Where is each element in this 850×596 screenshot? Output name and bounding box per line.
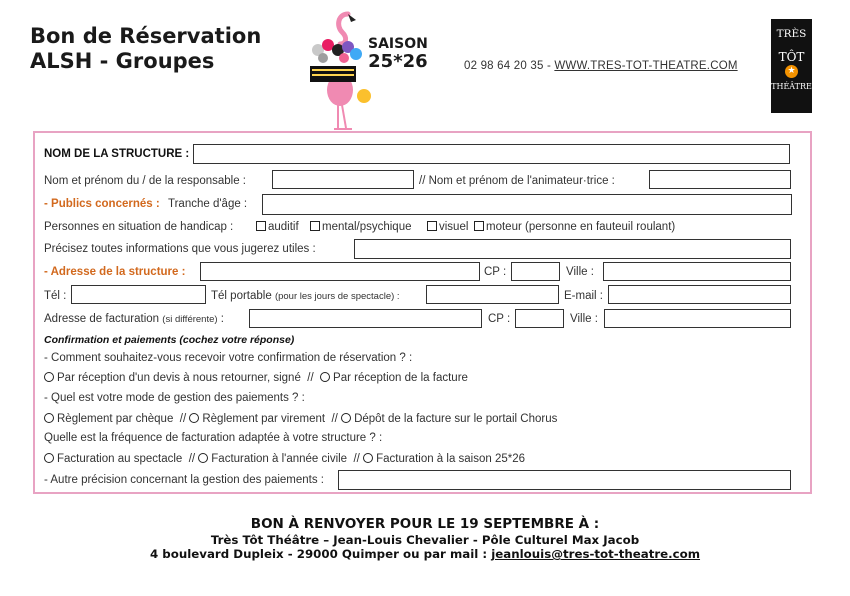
return-address-street: 4 boulevard Dupleix - 29000 Quimper ou par mail : jeanlouis@tres-tot-theatre.com (149, 547, 701, 561)
age-range-label: Tranche d'âge : (168, 198, 248, 210)
handicap-option-mental[interactable]: mental/psychique (310, 221, 412, 233)
handicap-option-auditif[interactable]: auditif (256, 221, 299, 233)
return-address-line: Très Tôt Théâtre – Jean-Louis Chevalier - Pôle Culturel Max Jacob (210, 533, 640, 547)
phone-label: Tél : (44, 290, 67, 302)
cp-field[interactable] (511, 262, 560, 281)
handicap-option-visuel[interactable]: visuel (427, 221, 468, 233)
mobile-label: Tél portable (pour les jours de spectacle) : (211, 290, 400, 302)
mobile-field[interactable] (426, 285, 559, 304)
phone-field[interactable] (71, 285, 206, 304)
publics-label: - Publics concernés : (44, 198, 160, 210)
checkbox-moteur[interactable] (474, 221, 484, 231)
email-label: E-mail : (564, 290, 603, 302)
option-chorus[interactable]: Dépôt de la facture sur le portail Chorus (354, 413, 558, 425)
contact-line (464, 60, 738, 72)
contact-email-link[interactable]: jeanlouis@tres-tot-theatre.com (491, 547, 701, 561)
option-transfer[interactable]: Règlement par virement (202, 413, 326, 425)
city-label: Ville : (566, 266, 594, 278)
return-deadline: BON À RENVOYER POUR LE 19 SEPTEMBRE À : (250, 516, 600, 532)
website-link[interactable]: WWW.TRES-TOT-THEATRE.COM (554, 60, 738, 72)
billing-city-label: Ville : (570, 313, 598, 325)
title-line-1: Bon de Réservation (30, 24, 262, 48)
cp-label: CP : (484, 266, 507, 278)
handicap-label: Personnes en situation de handicap : (44, 221, 234, 233)
responsable-field[interactable] (272, 170, 414, 189)
structure-name-label: NOM DE LA STRUCTURE : (44, 148, 190, 160)
radio-per-show[interactable] (44, 453, 54, 463)
question-payment-mode: - Quel est votre mode de gestion des paiements ? : (44, 392, 305, 404)
option-invoice[interactable]: Par réception de la facture (333, 372, 468, 384)
tres-tot-theatre-logo (771, 19, 812, 113)
infos-field[interactable] (354, 239, 791, 259)
radio-invoice[interactable] (320, 372, 330, 382)
checkbox-auditif[interactable] (256, 221, 266, 231)
billing-address-label: Adresse de facturation (si différente) : (44, 313, 224, 325)
option-season[interactable]: Facturation à la saison 25*26 (376, 453, 526, 465)
option-civil-year[interactable]: Facturation à l'année civile (211, 453, 348, 465)
handicap-option-moteur[interactable]: moteur (personne en fauteuil roulant) (474, 221, 675, 233)
title-line-2: ALSH - Groupes (30, 49, 215, 73)
other-precision-label: - Autre précision concernant la gestion des paiements : (44, 474, 324, 486)
radio-quote[interactable] (44, 372, 54, 382)
infos-label: Précisez toutes informations que vous jugerez utiles : (44, 243, 316, 255)
animateur-field[interactable] (649, 170, 791, 189)
option-per-show[interactable]: Facturation au spectacle (57, 453, 183, 465)
star-icon: ★ (785, 65, 798, 78)
option-cheque[interactable]: Règlement par chèque (57, 413, 174, 425)
address-field[interactable] (200, 262, 480, 281)
city-field[interactable] (603, 262, 791, 281)
radio-civil-year[interactable] (198, 453, 208, 463)
logo-word-1: TRÈS (776, 28, 807, 40)
billing-cp-label: CP : (488, 313, 511, 325)
radio-season[interactable] (363, 453, 373, 463)
contact-separator: - (543, 60, 555, 72)
radio-transfer[interactable] (189, 413, 199, 423)
animateur-label: // Nom et prénom de l'animateur·trice : (419, 175, 615, 187)
form-title (30, 24, 261, 74)
billing-cp-field[interactable] (515, 309, 564, 328)
question-confirmation: - Comment souhaitez-vous recevoir votre confirmation de réservation ? : (44, 352, 413, 364)
payments-section-title: Confirmation et paiements (cochez votre réponse) (44, 334, 295, 346)
season-word: SAISON (368, 36, 428, 52)
billing-address-field[interactable] (249, 309, 482, 328)
checkbox-visuel[interactable] (427, 221, 437, 231)
logo-word-2: TÔT (778, 50, 805, 64)
radio-chorus[interactable] (341, 413, 351, 423)
season-years: 25*26 (368, 51, 428, 72)
billing-frequency-options: Facturation au spectacle // Facturation à l'année civile // Facturation à la saison 25*26 (44, 453, 525, 465)
responsable-label: Nom et prénom du / de la responsable : (44, 175, 247, 187)
question-billing-frequency: Quelle est la fréquence de facturation adaptée à votre structure ? : (44, 432, 383, 444)
phone-number: 02 98 64 20 35 (464, 60, 544, 72)
other-precision-field[interactable] (338, 470, 791, 490)
payment-mode-options: Règlement par chèque // Règlement par virement // Dépôt de la facture sur le portail Chorus (44, 413, 557, 425)
billing-city-field[interactable] (604, 309, 791, 328)
age-range-field[interactable] (262, 194, 792, 215)
season-label (368, 36, 428, 70)
option-quote[interactable]: Par réception d'un devis à nous retourner, signé (57, 372, 301, 384)
logo-word-3: THÉÂTRE (771, 82, 812, 91)
confirmation-options: Par réception d'un devis à nous retourner, signé // Par réception de la facture (44, 372, 468, 384)
structure-name-field[interactable] (193, 144, 790, 164)
checkbox-mental[interactable] (310, 221, 320, 231)
email-field[interactable] (608, 285, 791, 304)
address-label: - Adresse de la structure : (44, 266, 186, 278)
radio-cheque[interactable] (44, 413, 54, 423)
